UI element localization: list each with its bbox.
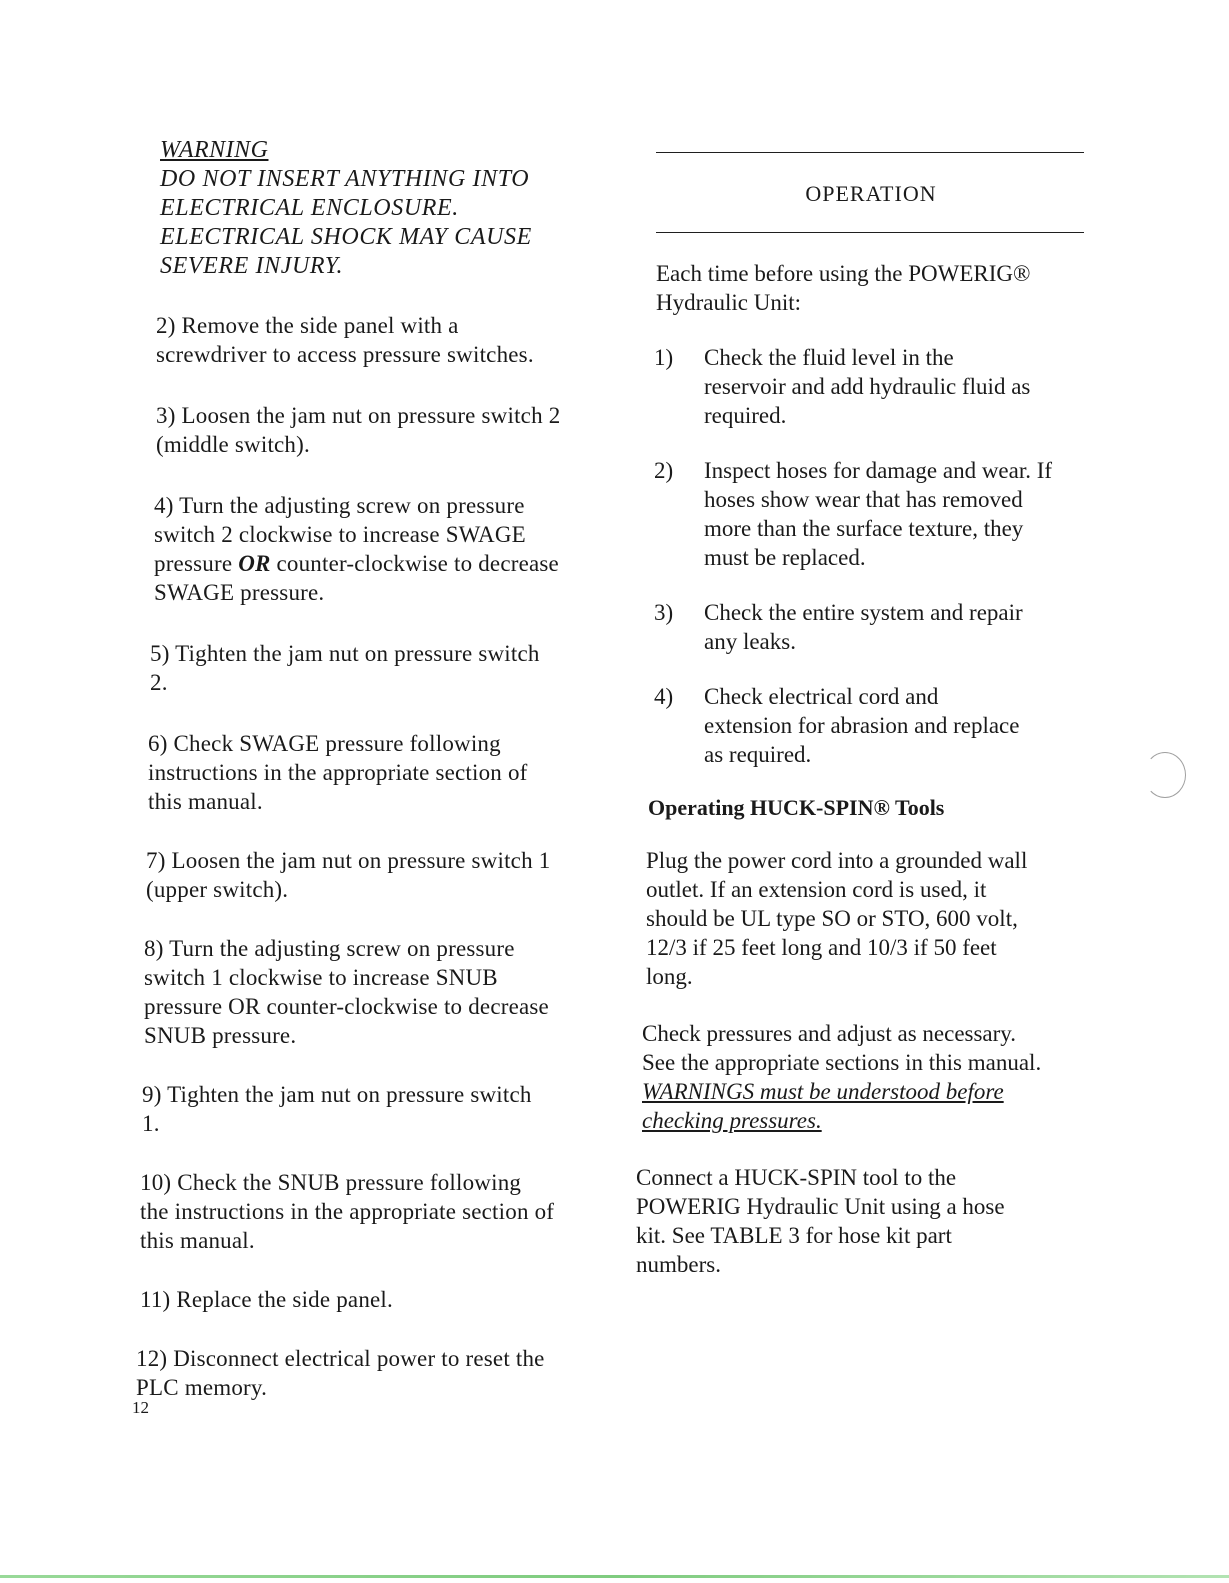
step-3 (156, 401, 590, 459)
checklist-line: Check the fluid level in the (704, 345, 954, 370)
para-line: should be UL type SO or STO, 600 volt, (646, 906, 1018, 931)
step-line: SNUB pressure. (144, 1023, 297, 1048)
step-text: pressure (154, 551, 239, 576)
step-9 (142, 1080, 590, 1138)
checklist-item (654, 456, 1086, 572)
warning-text (160, 165, 590, 281)
para-line: POWERIG Hydraulic Unit using a hose (636, 1194, 1005, 1219)
step-line: 1. (142, 1111, 160, 1136)
para-line: outlet. If an extension cord is used, it (646, 877, 987, 902)
step-line: 3) Loosen the jam nut on pressure switch 2 (156, 403, 561, 428)
step-10 (140, 1168, 590, 1255)
para-line: Check pressures and adjust as necessary. (642, 1021, 1017, 1046)
step-line: 9) Tighten the jam nut on pressure switch (142, 1082, 532, 1107)
step-line: 8) Turn the adjusting screw on pressure (144, 936, 515, 961)
step-12 (136, 1344, 590, 1402)
checklist-item (654, 343, 1086, 430)
checklist-line: Check the entire system and repair (704, 600, 1023, 625)
step-line: 2) Remove the side panel with a (156, 313, 459, 338)
step-line: the instructions in the appropriate section of (140, 1199, 555, 1224)
checklist-line: Check electrical cord and (704, 684, 939, 709)
step-4 (154, 491, 590, 607)
checklist-line: Inspect hoses for damage and wear. If (704, 458, 1053, 483)
checklist-number: 2) (654, 458, 674, 483)
heading-rule-top (656, 152, 1084, 153)
warning-title: WARNING (160, 137, 269, 163)
step-11 (140, 1285, 590, 1314)
subsection-heading: Operating HUCK-SPIN® Tools (648, 795, 945, 820)
intro-line: Each time before using the POWERIG® (656, 261, 1031, 286)
pre-use-checklist (634, 343, 1086, 769)
step-8 (144, 934, 590, 1050)
warning-line: DO NOT INSERT ANYTHING INTO (160, 166, 530, 192)
warning-line: ELECTRICAL ENCLOSURE. (160, 195, 459, 221)
step-line: instructions in the appropriate section of (148, 760, 528, 785)
step-line: 12) Disconnect electrical power to reset the (136, 1346, 545, 1371)
step-line: pressure OR counter-clockwise to decrease (144, 994, 549, 1019)
check-pressures-paragraph (642, 1019, 1086, 1135)
step-line: switch 1 clockwise to increase SNUB (144, 965, 498, 990)
checklist-item (654, 682, 1086, 769)
warning-note-line: WARNINGS must be understood before (642, 1079, 1004, 1104)
para-line: long. (646, 964, 693, 989)
step-6 (148, 729, 590, 816)
checklist-number: 1) (654, 345, 674, 370)
step-line: 7) Loosen the jam nut on pressure switch 1 (146, 848, 551, 873)
step-text: counter-clockwise to decrease (270, 551, 559, 576)
step-line: screwdriver to access pressure switches. (156, 342, 534, 367)
warning-line: ELECTRICAL SHOCK MAY CAUSE (160, 224, 532, 250)
scan-edge-line (0, 1575, 1229, 1578)
para-line: Connect a HUCK-SPIN tool to the (636, 1165, 957, 1190)
step-line: 10) Check the SNUB pressure following (140, 1170, 522, 1195)
step-line: 4) Turn the adjusting screw on pressure (154, 493, 525, 518)
step-5 (150, 639, 590, 697)
intro-line: Hydraulic Unit: (656, 290, 801, 315)
intro-text (656, 259, 1086, 317)
scan-artifact-circle (1144, 752, 1186, 798)
connect-tool-paragraph (636, 1163, 1086, 1279)
step-line (154, 549, 590, 578)
checklist-line: required. (704, 403, 787, 428)
step-emphasis: OR (238, 551, 271, 576)
checklist-line: must be replaced. (704, 545, 866, 570)
step-2 (156, 311, 590, 369)
step-line: 5) Tighten the jam nut on pressure switch (150, 641, 540, 666)
checklist-line: any leaks. (704, 629, 796, 654)
step-line: (middle switch). (156, 432, 310, 457)
checklist-line: as required. (704, 742, 812, 767)
warning-line: SEVERE INJURY. (160, 253, 344, 279)
checklist-number: 3) (654, 600, 674, 625)
power-cord-paragraph (646, 846, 1086, 991)
step-line: (upper switch). (146, 877, 289, 902)
para-line: numbers. (636, 1252, 721, 1277)
para-line: See the appropriate sections in this manual. (642, 1050, 1042, 1075)
step-line: switch 2 clockwise to increase SWAGE (154, 522, 526, 547)
step-line: SWAGE pressure. (154, 580, 325, 605)
checklist-line: hoses show wear that has removed (704, 487, 1023, 512)
right-column (634, 152, 1086, 1279)
step-line: 2. (150, 670, 168, 695)
checklist-number: 4) (654, 684, 674, 709)
step-line: this manual. (140, 1228, 255, 1253)
step-line: this manual. (148, 789, 263, 814)
step-line: PLC memory. (136, 1375, 268, 1400)
checklist-line: more than the surface texture, they (704, 516, 1024, 541)
left-column (136, 136, 590, 1402)
checklist-line: reservoir and add hydraulic fluid as (704, 374, 1031, 399)
page-number: 12 (132, 1398, 149, 1417)
step-line: 11) Replace the side panel. (140, 1287, 393, 1312)
step-7 (146, 846, 590, 904)
checklist-line: extension for abrasion and replace (704, 713, 1020, 738)
section-heading: OPERATION (805, 181, 937, 206)
heading-rule-bottom (656, 232, 1084, 233)
checklist-item (654, 598, 1086, 656)
para-line: Plug the power cord into a grounded wall (646, 848, 1028, 873)
warning-note-line: checking pressures. (642, 1108, 822, 1133)
para-line: kit. See TABLE 3 for hose kit part (636, 1223, 952, 1248)
step-line: 6) Check SWAGE pressure following (148, 731, 501, 756)
para-line: 12/3 if 25 feet long and 10/3 if 50 feet (646, 935, 997, 960)
